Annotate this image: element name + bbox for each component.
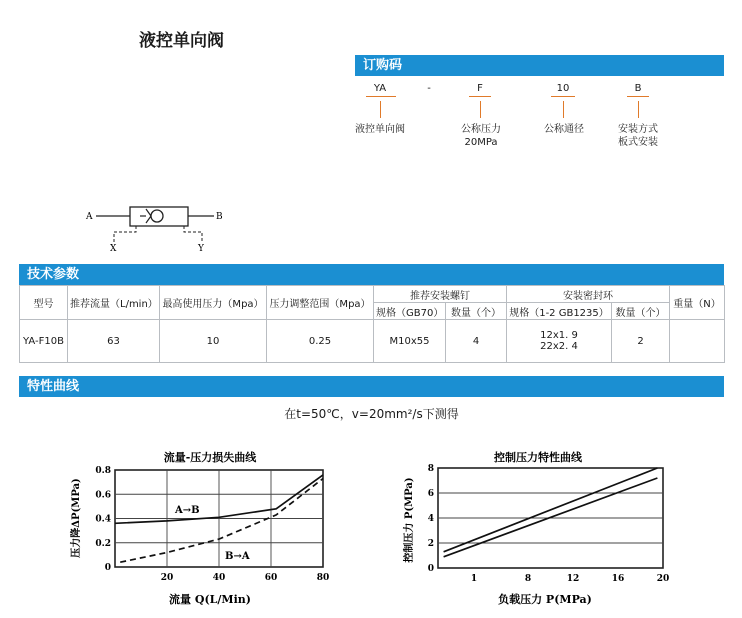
chart1-xtick-label: 40 bbox=[212, 573, 226, 583]
chart1-ytick-label: 0.8 bbox=[95, 466, 111, 476]
code-label-10: 公称通径 bbox=[544, 124, 584, 135]
spec-table bbox=[19, 285, 725, 363]
cell-flow: 63 bbox=[68, 320, 160, 363]
code-separator: - bbox=[427, 83, 431, 94]
chart2-ticks bbox=[428, 464, 670, 584]
chart1-series-ab-label: A→B bbox=[175, 505, 200, 516]
chart2-title: 控制压力特性曲线 bbox=[494, 451, 582, 464]
chart1-grid bbox=[115, 470, 323, 567]
chart1-ytick-label: 0.6 bbox=[95, 490, 111, 501]
col-seal-spec: 规格（1-2 GB1235） bbox=[507, 303, 612, 320]
col-screw: 推荐安装螺钉 bbox=[374, 286, 507, 303]
chart2-ylabel: 控制压力 P(MPa) bbox=[404, 477, 415, 563]
code-segment-10: 10 bbox=[556, 83, 570, 94]
col-max-pressure: 最高使用压力（Mpa） bbox=[160, 286, 267, 320]
page-title: 液控单向阀 bbox=[139, 31, 224, 51]
tech-params-header: 技术参数 bbox=[19, 264, 724, 285]
chart2-xtick-label: 1 bbox=[470, 574, 478, 584]
chart1-series-ba-label: B→A bbox=[225, 551, 250, 562]
chart2-xtick-label: 20 bbox=[656, 574, 670, 584]
chart2-ytick-label: 2 bbox=[427, 539, 434, 549]
chart-control-pressure bbox=[395, 440, 680, 610]
col-adjust-range: 压力调整范围（Mpa） bbox=[267, 286, 374, 320]
code-sub-f: 20MPa bbox=[464, 137, 498, 148]
table-row bbox=[20, 320, 725, 363]
chart2-series-line-1 bbox=[444, 478, 658, 557]
code-tick-ya bbox=[380, 101, 381, 118]
chart1-series-line-1 bbox=[120, 479, 323, 563]
curves-header: 特性曲线 bbox=[19, 376, 724, 397]
code-label-ya: 液控单向阀 bbox=[355, 124, 405, 135]
col-screw-spec: 规格（GB70） bbox=[374, 303, 446, 320]
cell-model: YA-F10B bbox=[20, 320, 68, 363]
cell-weight bbox=[670, 320, 725, 363]
cell-screw-qty: 4 bbox=[446, 320, 507, 363]
chart2-xtick-label: 12 bbox=[566, 574, 580, 584]
symbol-pilot-x bbox=[114, 226, 136, 242]
port-x-label: X bbox=[110, 244, 117, 254]
code-segment-ya: YA bbox=[373, 83, 387, 94]
port-y-label: Y bbox=[198, 244, 204, 254]
chart2-ytick-label: 4 bbox=[427, 514, 434, 524]
order-code-header: 订购码 bbox=[355, 55, 724, 76]
chart1-ylabel: 压力降ΔP(MPa) bbox=[71, 478, 82, 558]
chart2-xtick-label: 16 bbox=[611, 574, 625, 584]
col-model: 型号 bbox=[20, 286, 68, 320]
chart1-ytick-label: 0 bbox=[104, 563, 111, 573]
port-a-label: A bbox=[86, 212, 93, 222]
code-segment-f: F bbox=[477, 83, 483, 94]
symbol-drain-y bbox=[184, 226, 202, 242]
cell-seal-qty: 2 bbox=[612, 320, 670, 363]
code-label-b: 安装方式 bbox=[618, 124, 658, 135]
code-tick-b bbox=[638, 101, 639, 118]
chart1-xtick-label: 60 bbox=[264, 573, 278, 583]
code-underline-f bbox=[469, 96, 491, 97]
chart1-xtick-label: 80 bbox=[316, 573, 330, 583]
cell-max-pressure: 10 bbox=[160, 320, 267, 363]
chart2-ytick-label: 8 bbox=[427, 464, 434, 474]
chart2-ytick-label: 6 bbox=[427, 489, 434, 499]
chart1-xlabel: 流量 Q(L/Min) bbox=[169, 593, 251, 606]
cell-seal-spec-1: 12x1. 9 bbox=[540, 330, 578, 341]
code-tick-f bbox=[480, 101, 481, 118]
chart2-series-line-0 bbox=[444, 468, 658, 552]
chart2-series bbox=[444, 468, 658, 557]
col-seal: 安装密封环 bbox=[507, 286, 670, 303]
col-weight: 重量（N） bbox=[670, 286, 725, 320]
code-segment-b: B bbox=[634, 83, 642, 94]
cell-seal-spec bbox=[507, 320, 612, 363]
cell-seal-spec-2: 22x2. 4 bbox=[540, 341, 578, 352]
chart-flow-pressure bbox=[60, 440, 340, 610]
code-underline-b bbox=[627, 96, 649, 97]
code-underline-10 bbox=[551, 96, 575, 97]
test-condition: 在t=50℃，v=20mm²/s下测得 bbox=[284, 407, 459, 421]
port-b-label: B bbox=[216, 212, 223, 222]
code-sub-b: 板式安装 bbox=[618, 137, 658, 148]
chart2-xtick-label: 8 bbox=[524, 574, 532, 584]
chart1-ticks bbox=[95, 466, 329, 583]
code-underline-ya bbox=[366, 96, 396, 97]
code-label-f: 公称压力 bbox=[461, 124, 501, 135]
cell-screw-spec: M10x55 bbox=[374, 320, 446, 363]
chart1-title: 流量-压力损失曲线 bbox=[163, 451, 257, 464]
code-tick-10 bbox=[563, 101, 564, 118]
chart1-ytick-label: 0.4 bbox=[95, 514, 111, 525]
col-flow: 推荐流量（L/min） bbox=[68, 286, 160, 320]
check-valve-symbol bbox=[82, 198, 232, 254]
chart1-xtick-label: 20 bbox=[160, 573, 174, 583]
chart2-ytick-label: 0 bbox=[427, 564, 434, 574]
cell-adjust-range: 0.25 bbox=[267, 320, 374, 363]
col-screw-qty: 数量（个） bbox=[446, 303, 507, 320]
chart1-ytick-label: 0.2 bbox=[95, 538, 111, 549]
chart2-xlabel: 负载压力 P(MPa) bbox=[498, 593, 592, 606]
col-seal-qty: 数量（个） bbox=[612, 303, 670, 320]
